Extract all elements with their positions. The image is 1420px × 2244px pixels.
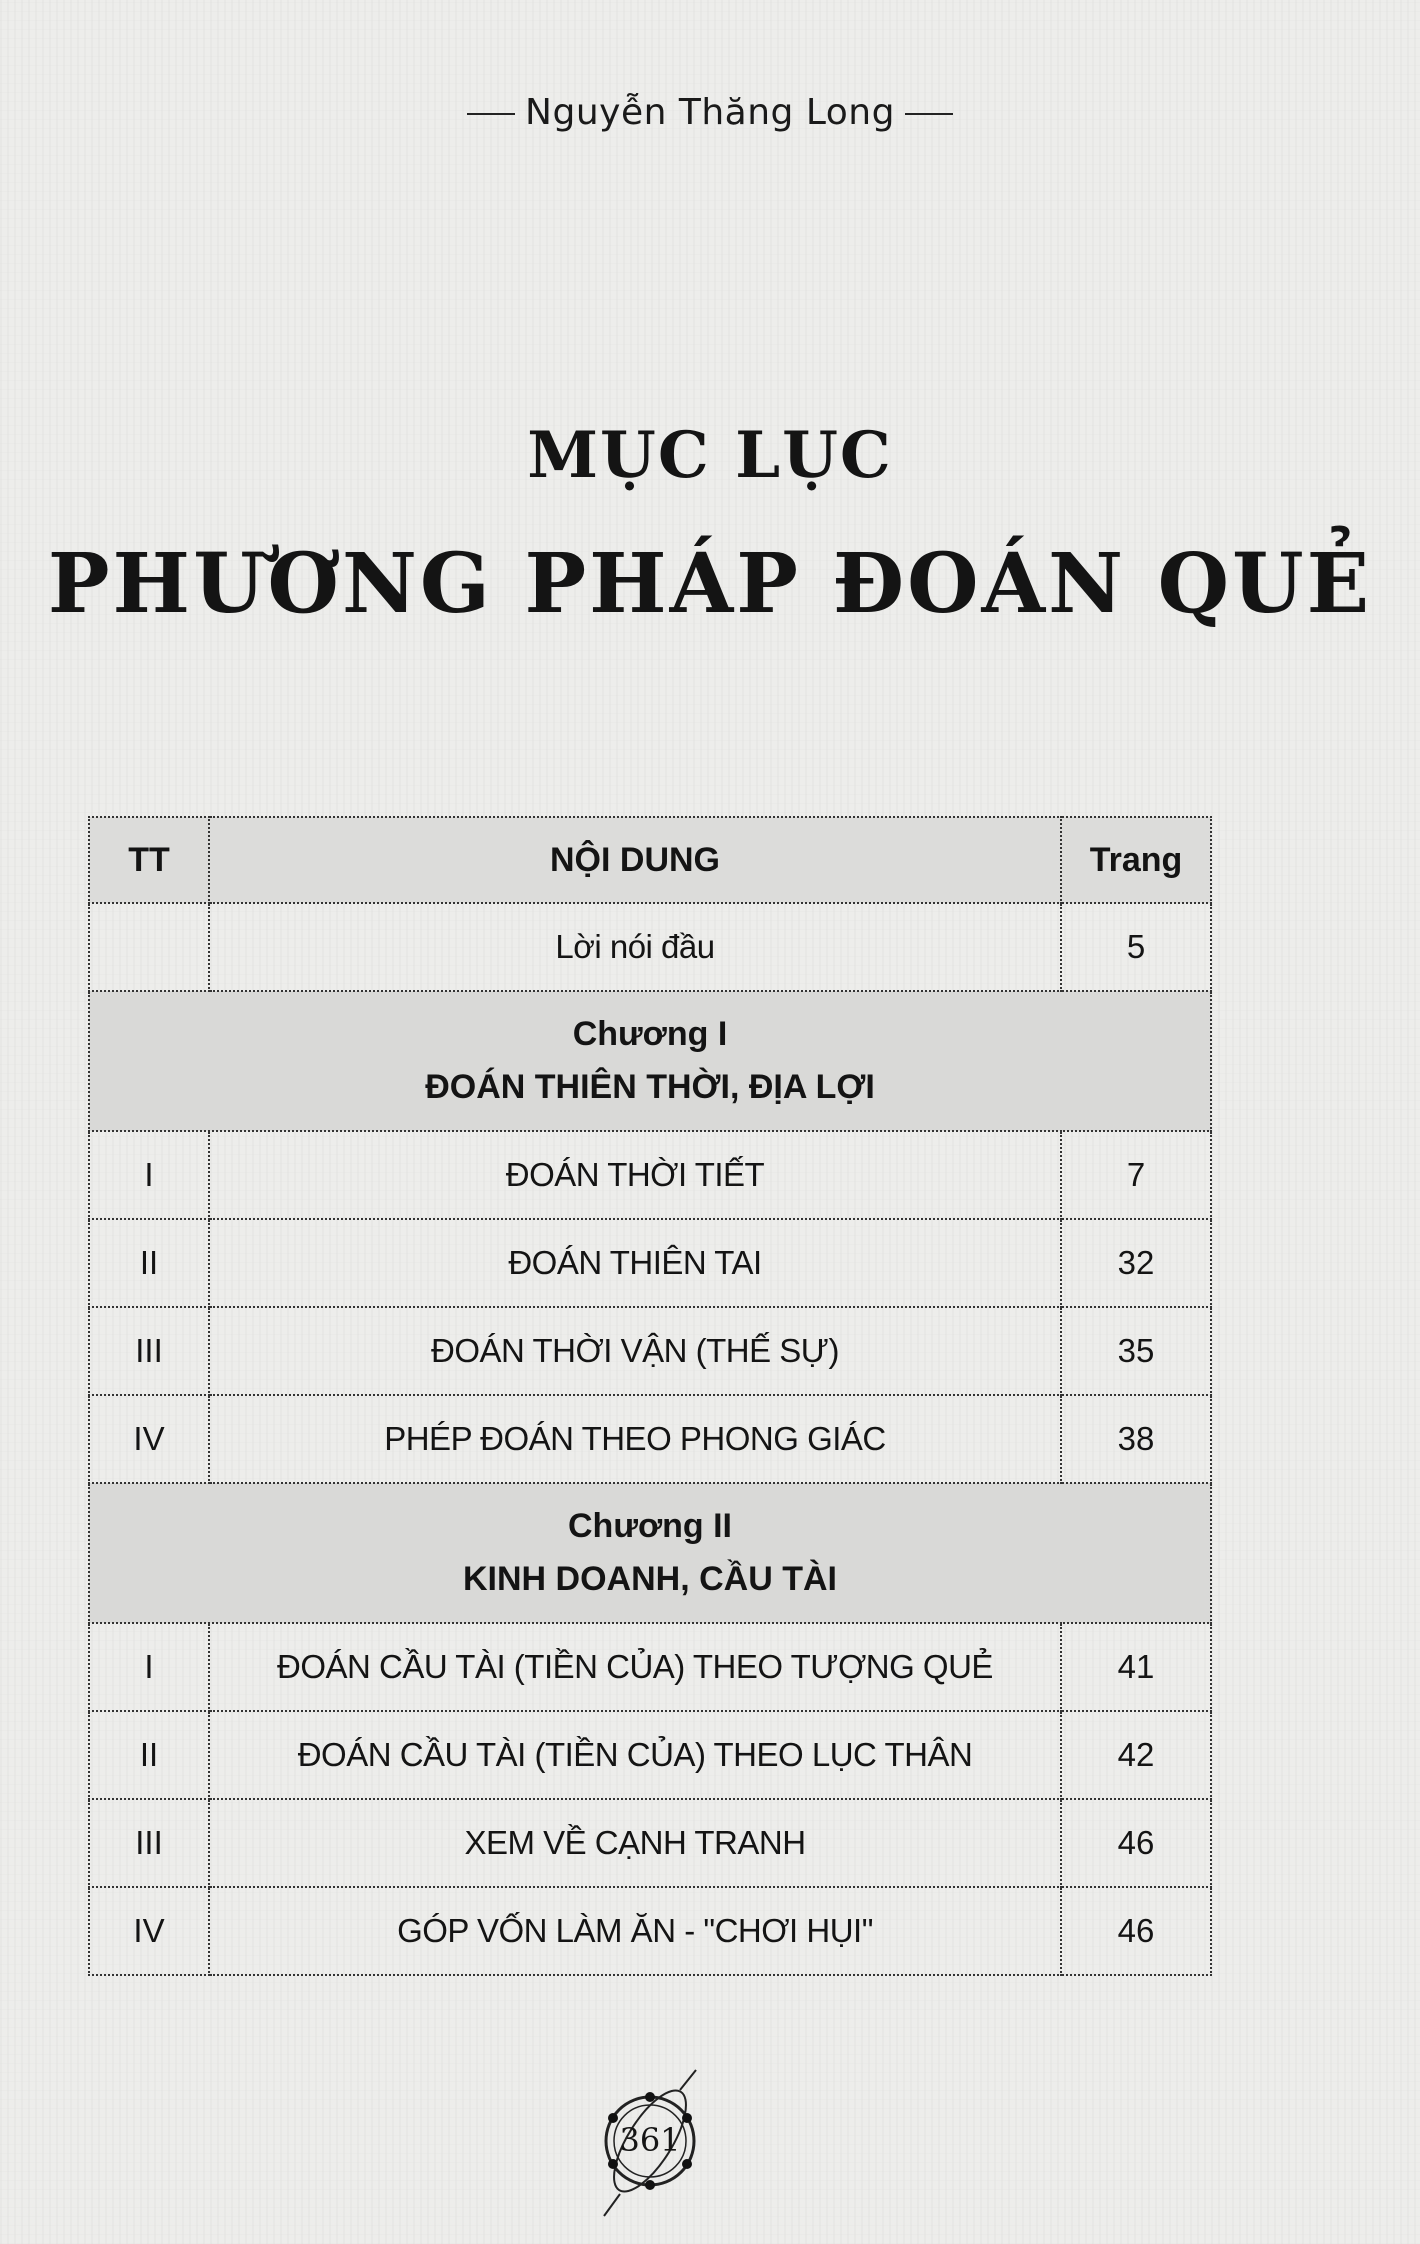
row-tt: III [89, 1799, 209, 1887]
row-content: ĐOÁN CẦU TÀI (TIỀN CỦA) THEO LỤC THÂN [209, 1711, 1061, 1799]
row-content: ĐOÁN THIÊN TAI [209, 1219, 1061, 1307]
row-content: XEM VỀ CẠNH TRANH [209, 1799, 1061, 1887]
row-tt: II [89, 1219, 209, 1307]
row-tt [89, 903, 209, 991]
row-page: 7 [1061, 1131, 1211, 1219]
row-page: 42 [1061, 1711, 1211, 1799]
row-page: 32 [1061, 1219, 1211, 1307]
table-row [89, 1219, 1211, 1307]
table-row [89, 1131, 1211, 1219]
table-of-contents [88, 816, 1212, 1976]
row-content: GÓP VỐN LÀM ĂN - "CHƠI HỤI" [209, 1887, 1061, 1975]
chapter-label: Chương I [572, 1015, 728, 1054]
row-tt: IV [89, 1395, 209, 1483]
table-row [89, 1799, 1211, 1887]
row-tt: III [89, 1307, 209, 1395]
row-page: 38 [1061, 1395, 1211, 1483]
author-name: Nguyễn Thăng Long [525, 92, 895, 133]
header-page: Trang [1061, 817, 1211, 903]
row-page: 41 [1061, 1623, 1211, 1711]
table-row [89, 903, 1211, 991]
header-tt: TT [89, 817, 209, 903]
table-row [89, 1711, 1211, 1799]
running-header [0, 92, 1420, 133]
page-number-badge [590, 2066, 710, 2226]
header-dash-right [905, 113, 953, 115]
table-row [89, 1307, 1211, 1395]
chapter-row [89, 1483, 1211, 1623]
row-page: 35 [1061, 1307, 1211, 1395]
chapter-label: Chương II [568, 1507, 732, 1546]
row-page: 46 [1061, 1799, 1211, 1887]
page-subtitle: PHƯƠNG PHÁP ĐOÁN QUẺ [47, 536, 1373, 632]
chapter-row [89, 991, 1211, 1131]
chapter-title: KINH DOANH, CẦU TÀI [463, 1560, 837, 1598]
row-page: 5 [1061, 903, 1211, 991]
row-tt: IV [89, 1887, 209, 1975]
row-tt: I [89, 1623, 209, 1711]
row-tt: II [89, 1711, 209, 1799]
header-content: NỘI DUNG [209, 817, 1061, 903]
table-header-row [89, 817, 1211, 903]
chapter-title: ĐOÁN THIÊN THỜI, ĐỊA LỢI [425, 1068, 875, 1106]
row-page: 46 [1061, 1887, 1211, 1975]
chapter-cell [89, 991, 1211, 1131]
page-title: MỤC LỤC [527, 418, 893, 493]
row-content: ĐOÁN CẦU TÀI (TIỀN CỦA) THEO TƯỢNG QUẺ [209, 1623, 1061, 1711]
header-dash-left [467, 113, 515, 115]
page-number: 361 [619, 2121, 681, 2159]
table-row [89, 1623, 1211, 1711]
row-content: PHÉP ĐOÁN THEO PHONG GIÁC [209, 1395, 1061, 1483]
row-tt: I [89, 1131, 209, 1219]
row-content: Lời nói đầu [209, 903, 1061, 991]
table-row [89, 1395, 1211, 1483]
chapter-cell [89, 1483, 1211, 1623]
row-content: ĐOÁN THỜI VẬN (THẾ SỰ) [209, 1307, 1061, 1395]
row-content: ĐOÁN THỜI TIẾT [209, 1131, 1061, 1219]
table-row [89, 1887, 1211, 1975]
